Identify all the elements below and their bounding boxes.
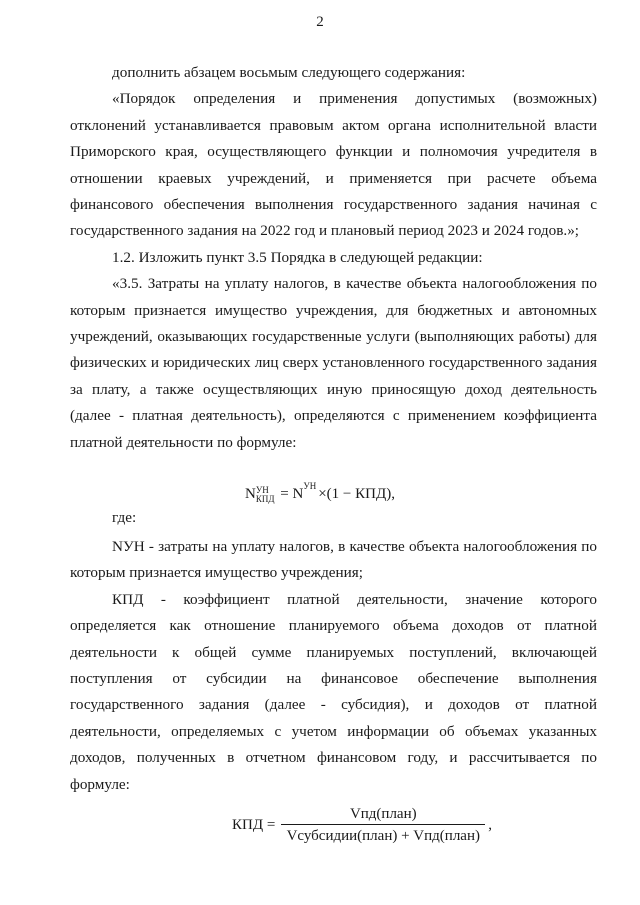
paragraph-item-3-5: «3.5. Затраты на уплату налогов, в качестве объекта налогообложения по которым признается имущество учреждения, для бюджетных и автономных учреждений, оказывающих государственные услуги (выполняющих работы) для физических и юридических лиц сверх установленного государственного задания за плату, а также осуществляющих иную приносящую доход деятельность (далее - платная деятельность), определяются с применением коэффициента платной деятельности по формуле: [70,275,597,451]
paragraph-quote-order: «Порядок определения и применения допустимых (возможных) отклонений устанавливается правовым актом органа исполнительной власти Приморского края, осуществляющего функции и полномочия учредителя в отношении краевых учреждений, и применяется при расчете объема финансового обеспечения выполнения государственного задания начиная с государственного задания на 2022 год и плановый период 2023 и 2024 годов.»; [70,90,597,240]
formula-lhs-sub: КПД [255,493,275,504]
formula-kpd-comma: , [488,816,493,833]
page-number: 2 [316,14,324,30]
formula-lhs-base: N [245,486,256,502]
formula-rhs-tail: ×(1 − КПД), [318,486,395,502]
formula-rhs-base: N [292,486,304,502]
formula-kpd-numerator: Vпд(план) [281,805,485,825]
paragraph-nyn-definition: NУН - затраты на уплату налогов, в качестве объекта налогообложения по которым признается имущество учреждения; [70,538,597,582]
paragraph-item-1-2: 1.2. Изложить пункт 3.5 Порядка в следующей редакции: [112,248,483,266]
formula-equals: = [280,486,289,502]
formula-lhs-indices [256,486,275,504]
document-body-bottom [70,534,597,798]
formula-kpd-lhs: КПД = [232,816,276,833]
formula-kpd-denominator: Vсубсидии(план) + Vпд(план) [286,828,480,844]
paragraph-kpd-definition: КПД - коэффициент платной деятельности, значение которого определяется как отношение планируемого объема доходов от платной деятельности к общей сумме планируемых поступлений, включающей поступления от субсидии на финансовое обеспечение выполнения государственного задания (далее - субсидия), и доходов от платной деятельности, определяемых с учетом информации об объемах указанных доходов, полученных в отчетном финансовом году, и рассчитывается по формуле: [70,590,597,793]
formula-lhs-sup: УН [255,484,269,495]
where-label: где: [112,509,137,526]
formula-kpd-fraction [281,805,485,845]
paragraph-intro: дополнить абзацем восьмым следующего содержания: [112,64,466,81]
formula-kpd [232,805,492,845]
formula-tax-costs [0,481,640,504]
document-body-top [70,60,597,456]
formula-rhs-sup: УН [303,481,317,491]
